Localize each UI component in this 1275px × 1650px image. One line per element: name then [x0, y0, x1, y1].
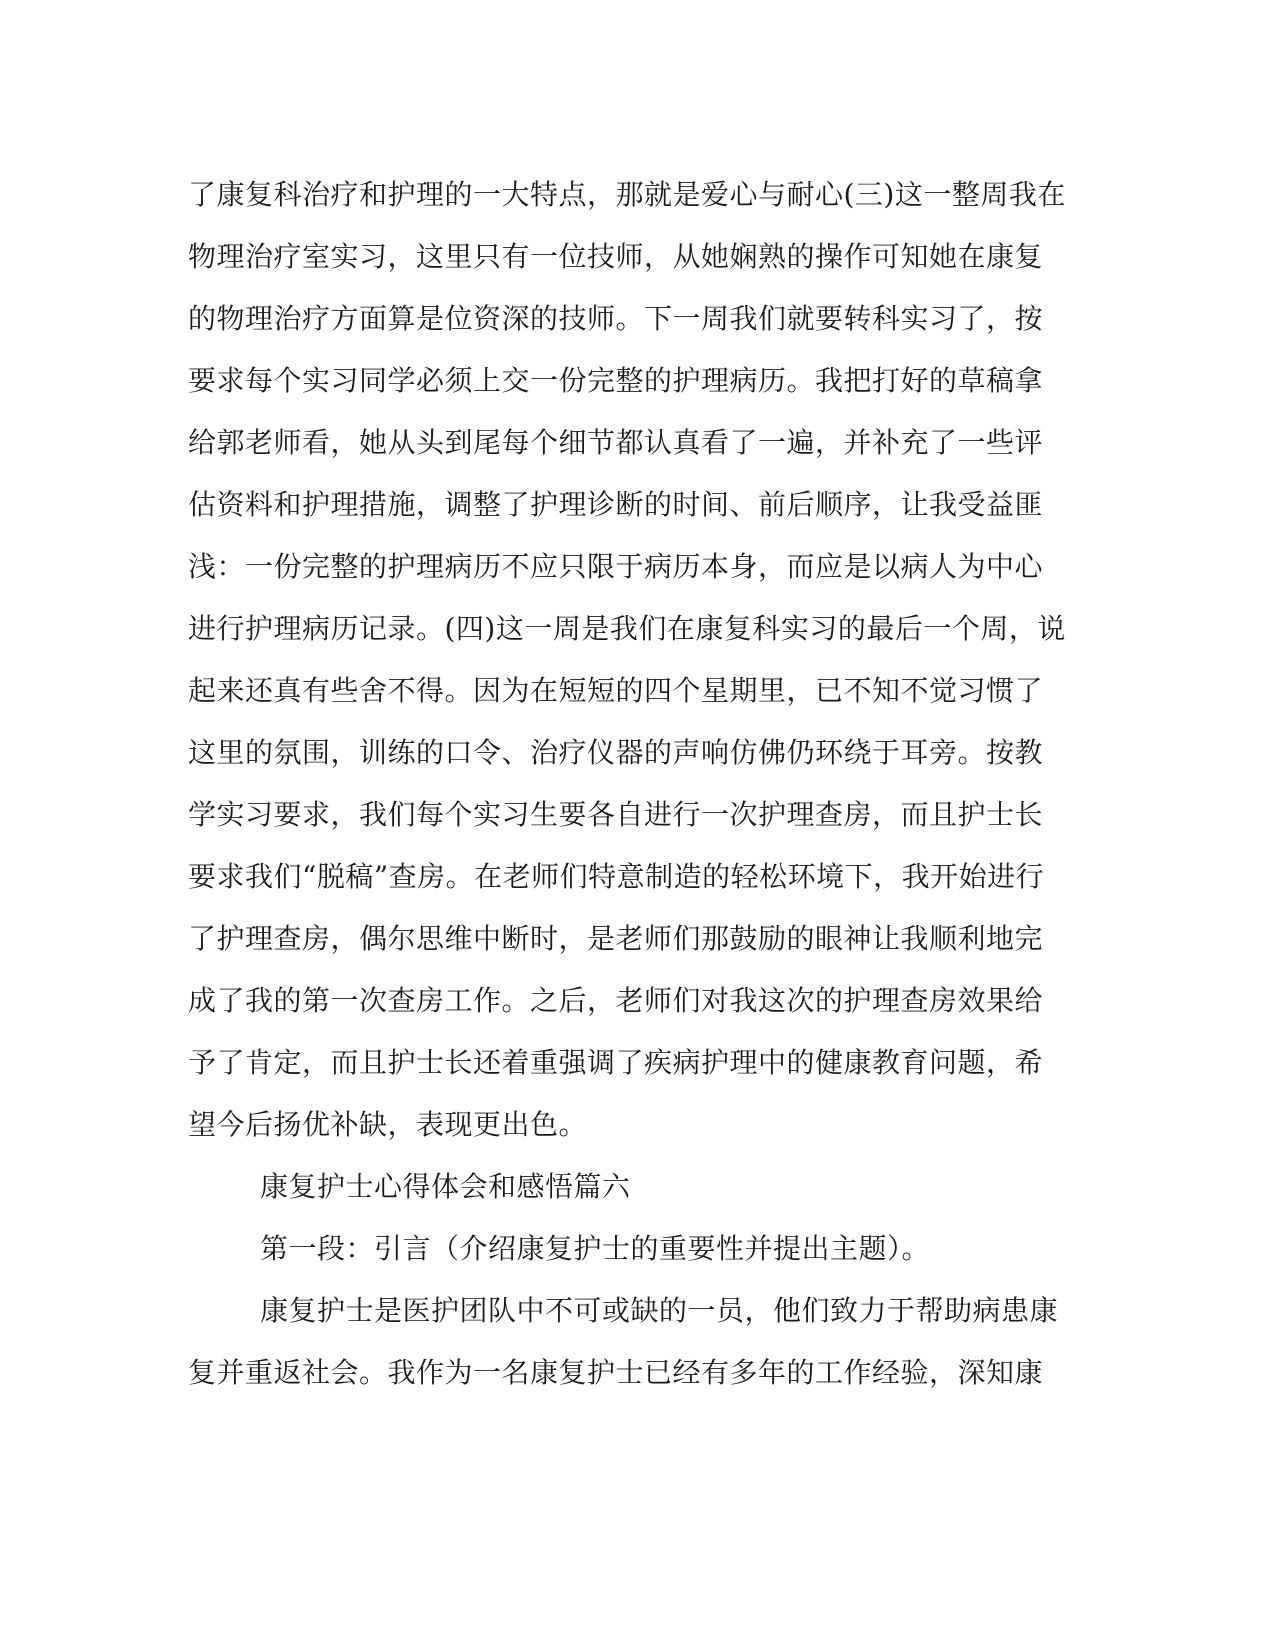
- document-body: [188, 164, 1088, 1404]
- text-line: 成了我的第一次查房工作。之后，老师们对我这次的护理查房效果给: [188, 984, 1044, 1017]
- text-line: 的物理治疗方面算是位资深的技师。下一周我们就要转科实习了，按: [188, 302, 1044, 335]
- text-line: 估资料和护理措施，调整了护理诊断的时间、前后顺序，让我受益匪: [188, 488, 1044, 521]
- text-line: 了康复科治疗和护理的一大特点，那就是爱心与耐心(三)这一整周我在: [188, 178, 1066, 211]
- text-line: 予了肯定，而且护士长还着重强调了疾病护理中的健康教育问题，希: [188, 1046, 1044, 1079]
- text-line: 学实习要求，我们每个实习生要各自进行一次护理查房，而且护士长: [188, 798, 1044, 831]
- text-line: 要求每个实习同学必须上交一份完整的护理病历。我把打好的草稿拿: [188, 364, 1044, 397]
- text-line: 这里的氛围，训练的口令、治疗仪器的声响仿佛仍环绕于耳旁。按教: [188, 736, 1044, 769]
- text-line: 进行护理病历记录。(四)这一周是我们在康复科实习的最后一个周，说: [188, 612, 1066, 645]
- text-line: 康复护士心得体会和感悟篇六: [260, 1170, 631, 1203]
- text-line: 物理治疗室实习，这里只有一位技师，从她娴熟的操作可知她在康复: [188, 240, 1044, 273]
- text-line: 起来还真有些舍不得。因为在短短的四个星期里，已不知不觉习惯了: [188, 674, 1044, 707]
- text-line: 浅：一份完整的护理病历不应只限于病历本身，而应是以病人为中心: [188, 550, 1044, 583]
- text-line: 望今后扬优补缺，表现更出色。: [188, 1108, 588, 1141]
- text-line: 给郭老师看，她从头到尾每个细节都认真看了一遍，并补充了一些评: [188, 426, 1044, 459]
- text-line: 康复护士是医护团队中不可或缺的一员，他们致力于帮助病患康: [260, 1294, 1059, 1327]
- text-line: 复并重返社会。我作为一名康复护士已经有多年的工作经验，深知康: [188, 1356, 1044, 1389]
- text-line: 要求我们“脱稿”查房。在老师们特意制造的轻松环境下，我开始进行: [188, 860, 1045, 893]
- text-line: 第一段：引言（介绍康复护士的重要性并提出主题）。: [260, 1232, 931, 1265]
- text-line: 了护理查房，偶尔思维中断时，是老师们那鼓励的眼神让我顺利地完: [188, 922, 1044, 955]
